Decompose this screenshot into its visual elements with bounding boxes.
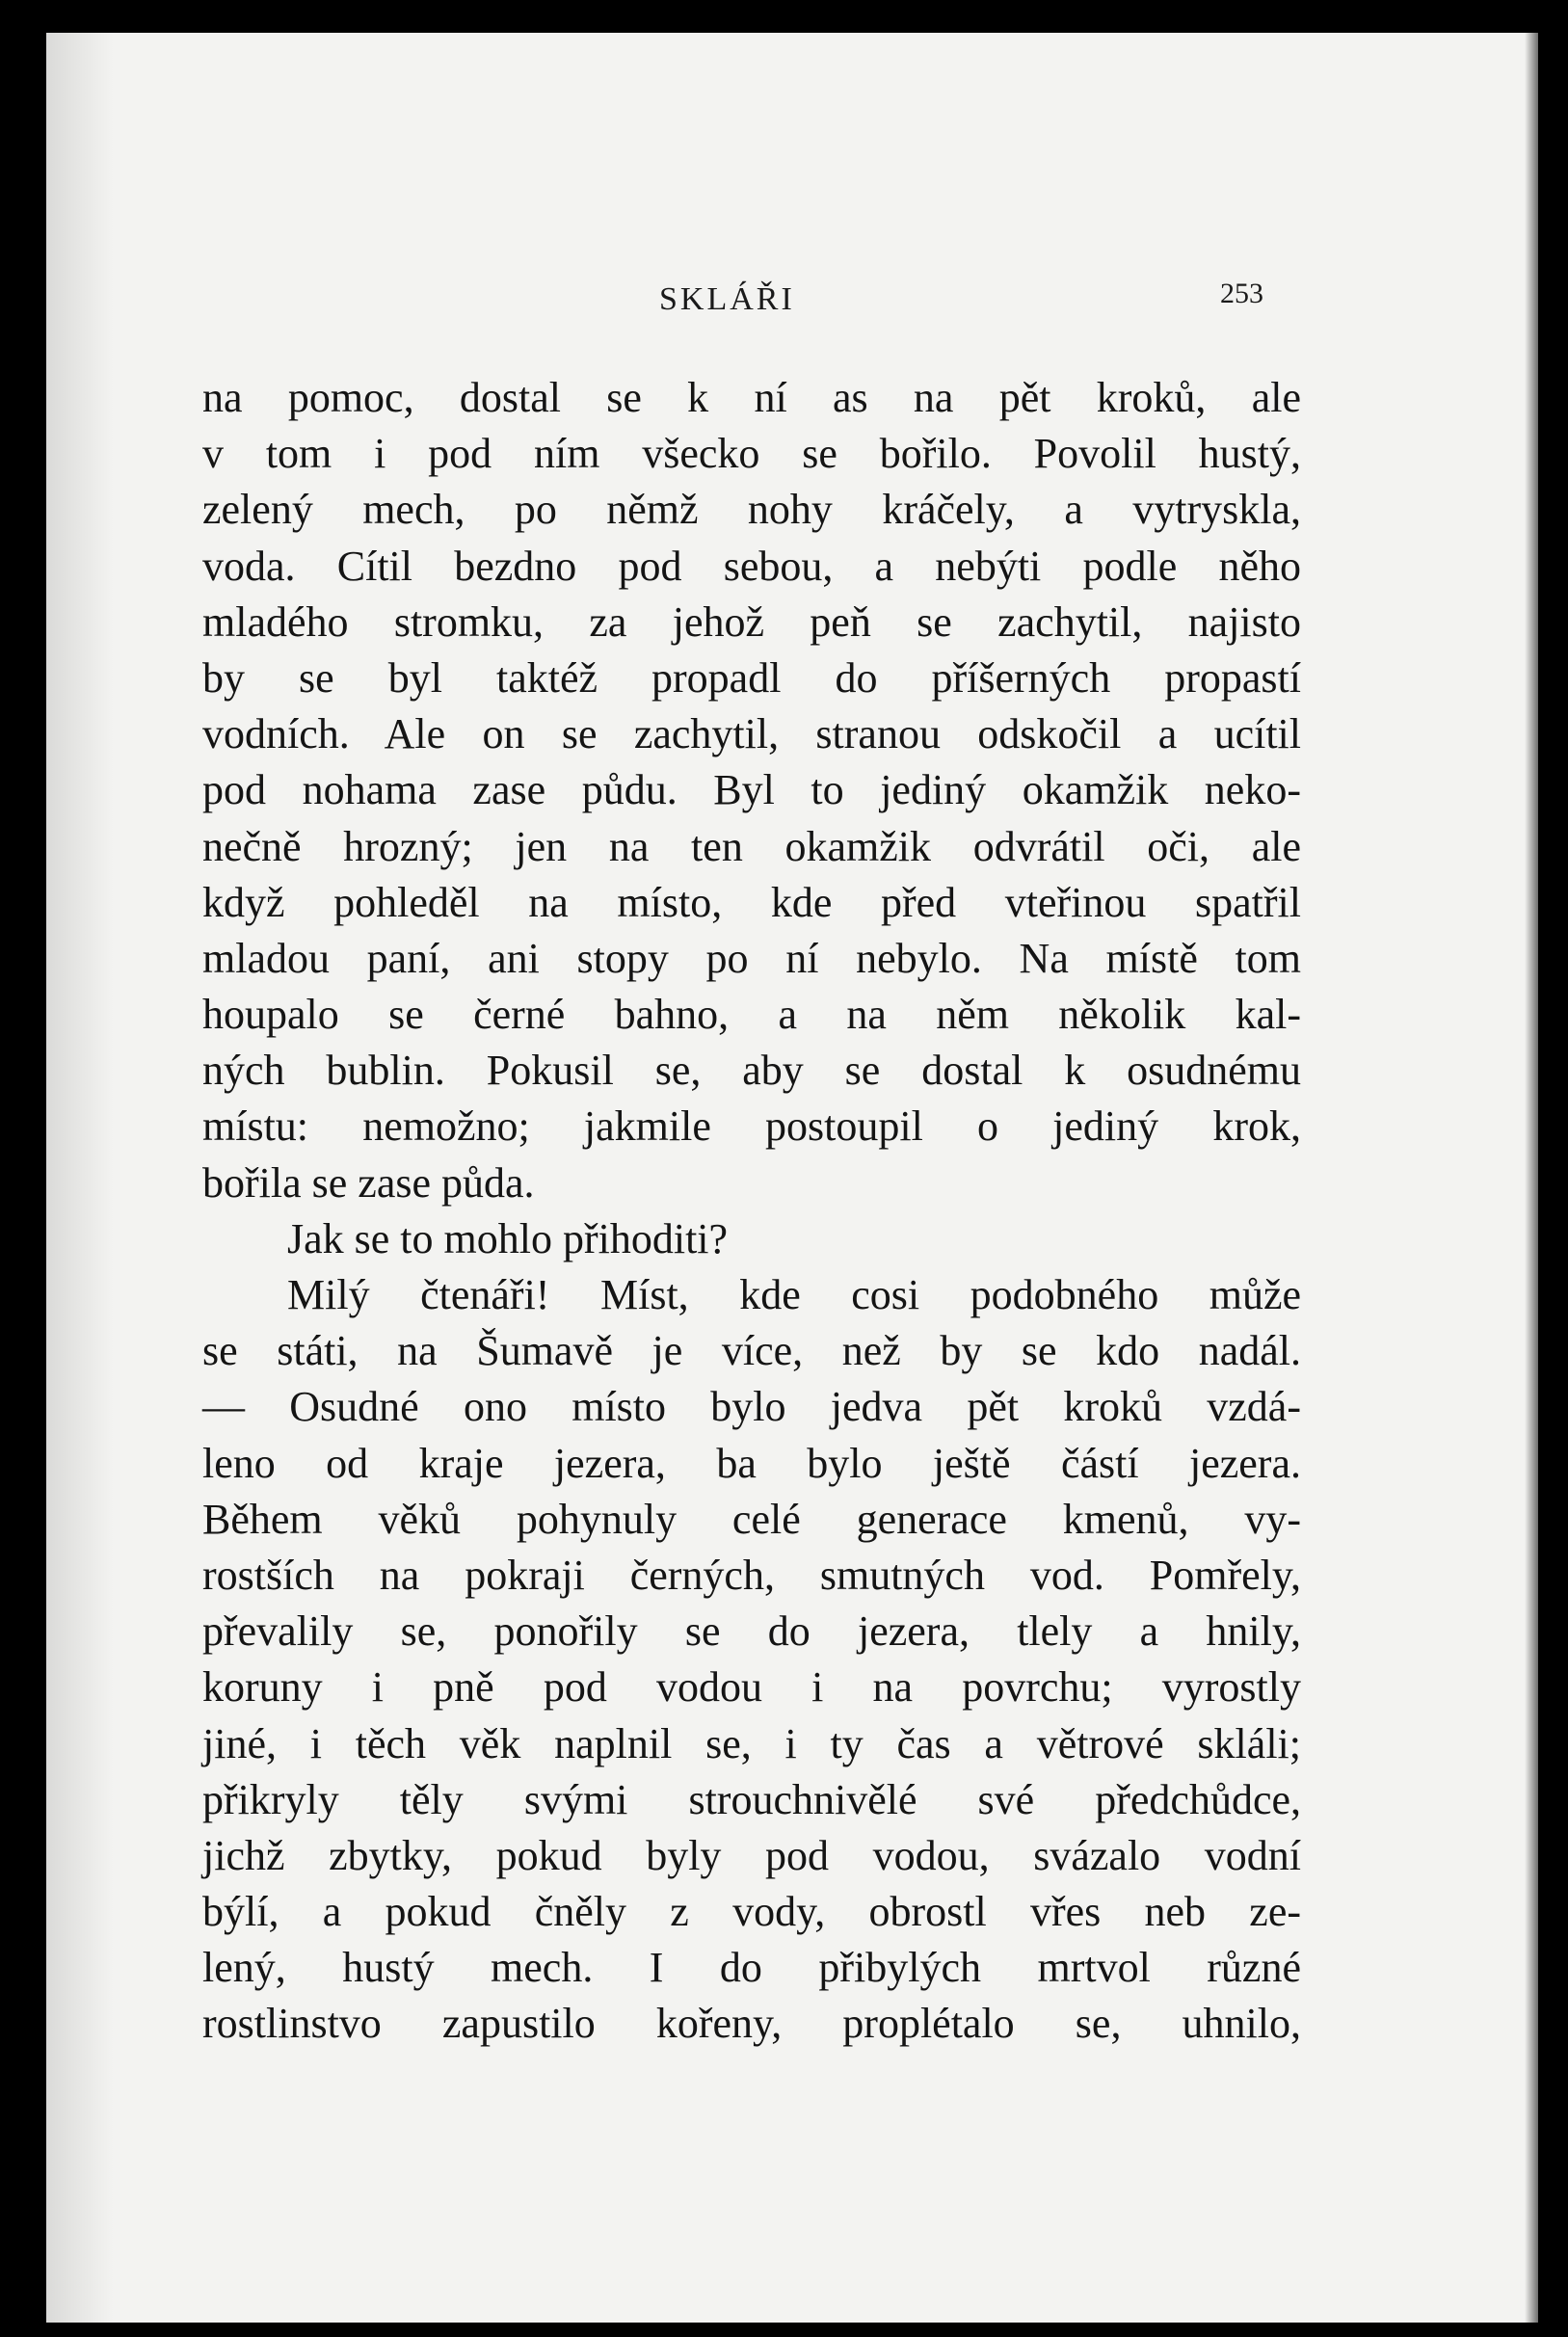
text-line: jichž zbytky, pokud byly pod vodou, svázalo vodní [202,1831,1301,1879]
paragraph-first-line: Milý čtenáři! Míst, kde cosi podobného může [287,1271,1301,1318]
text-line: na pomoc, dostal se k ní as na pět kroků, ale [202,374,1301,421]
text-line: v tom i pod ním všecko se bořilo. Povolil hustý, [202,430,1301,478]
text-line: rostších na pokraji černých, smutných vod. Pomřely, [202,1551,1301,1599]
body-text [202,370,1301,2053]
text-line: místu: nemožno; jakmile postoupil o jediný krok, [202,1102,1301,1151]
text-line: pod nohama zase půdu. Byl to jediný okamžik neko- [202,766,1301,814]
text-line: se státi, na Šumavě je více, než by se kdo nadál. [202,1327,1301,1375]
text-line: vodních. Ale on se zachytil, stranou odskočil a ucítil [202,710,1301,758]
text-line: koruny i pně pod vodou i na povrchu; vyrostly [202,1663,1301,1712]
text-line: nečně hrozný; jen na ten okamžik odvrátil oči, ale [202,822,1301,870]
text-line: ných bublin. Pokusil se, aby se dostal k osudnému [202,1047,1301,1095]
page-number: 253 [1220,278,1263,309]
text-line: — Osudné ono místo bylo jedva pět kroků vzdá- [202,1383,1301,1431]
page-header [46,278,1538,320]
text-line: býlí, a pokud čněly z vody, obrostl vřes neb ze- [202,1888,1301,1936]
paragraph-line: Jak se to mohlo přihoditi? [287,1214,729,1262]
text-line: rostlinstvo zapustilo kořeny, proplétalo se, uhnilo, [202,2000,1301,2048]
text-line: voda. Cítil bezdno pod sebou, a nebýti podle něho [202,542,1301,590]
text-line: jiné, i těch věk naplnil se, i ty čas a větrové skláli; [202,1719,1301,1767]
page-fold-shadow [46,33,114,2323]
text-line: houpalo se černé bahno, a na něm několik kal- [202,991,1301,1039]
text-line: mladou paní, ani stopy po ní nebylo. Na místě tom [202,934,1301,982]
text-line: by se byl taktéž propadl do příšerných propastí [202,653,1301,702]
page-edge-shadow [1525,33,1538,2323]
book-page [46,33,1538,2323]
text-line: Během věků pohynuly celé generace kmenů, vy- [202,1495,1301,1543]
paragraph-end-line: bořila se zase půda. [202,1158,535,1207]
text-line: přikryly těly svými strouchnivělé své předchůdce, [202,1775,1301,1823]
running-title: SKLÁŘI [659,281,795,317]
text-line: lený, hustý mech. I do přibylých mrtvol různé [202,1944,1301,1992]
text-line: když pohleděl na místo, kde před vteřinou spatřil [202,878,1301,926]
text-line: zelený mech, po němž nohy kráčely, a vytryskla, [202,486,1301,534]
text-line: převalily se, ponořily se do jezera, tlely a hnily, [202,1607,1301,1656]
text-line: mladého stromku, za jehož peň se zachytil, najisto [202,598,1301,646]
text-line: leno od kraje jezera, ba bylo ještě částí jezera. [202,1439,1301,1487]
